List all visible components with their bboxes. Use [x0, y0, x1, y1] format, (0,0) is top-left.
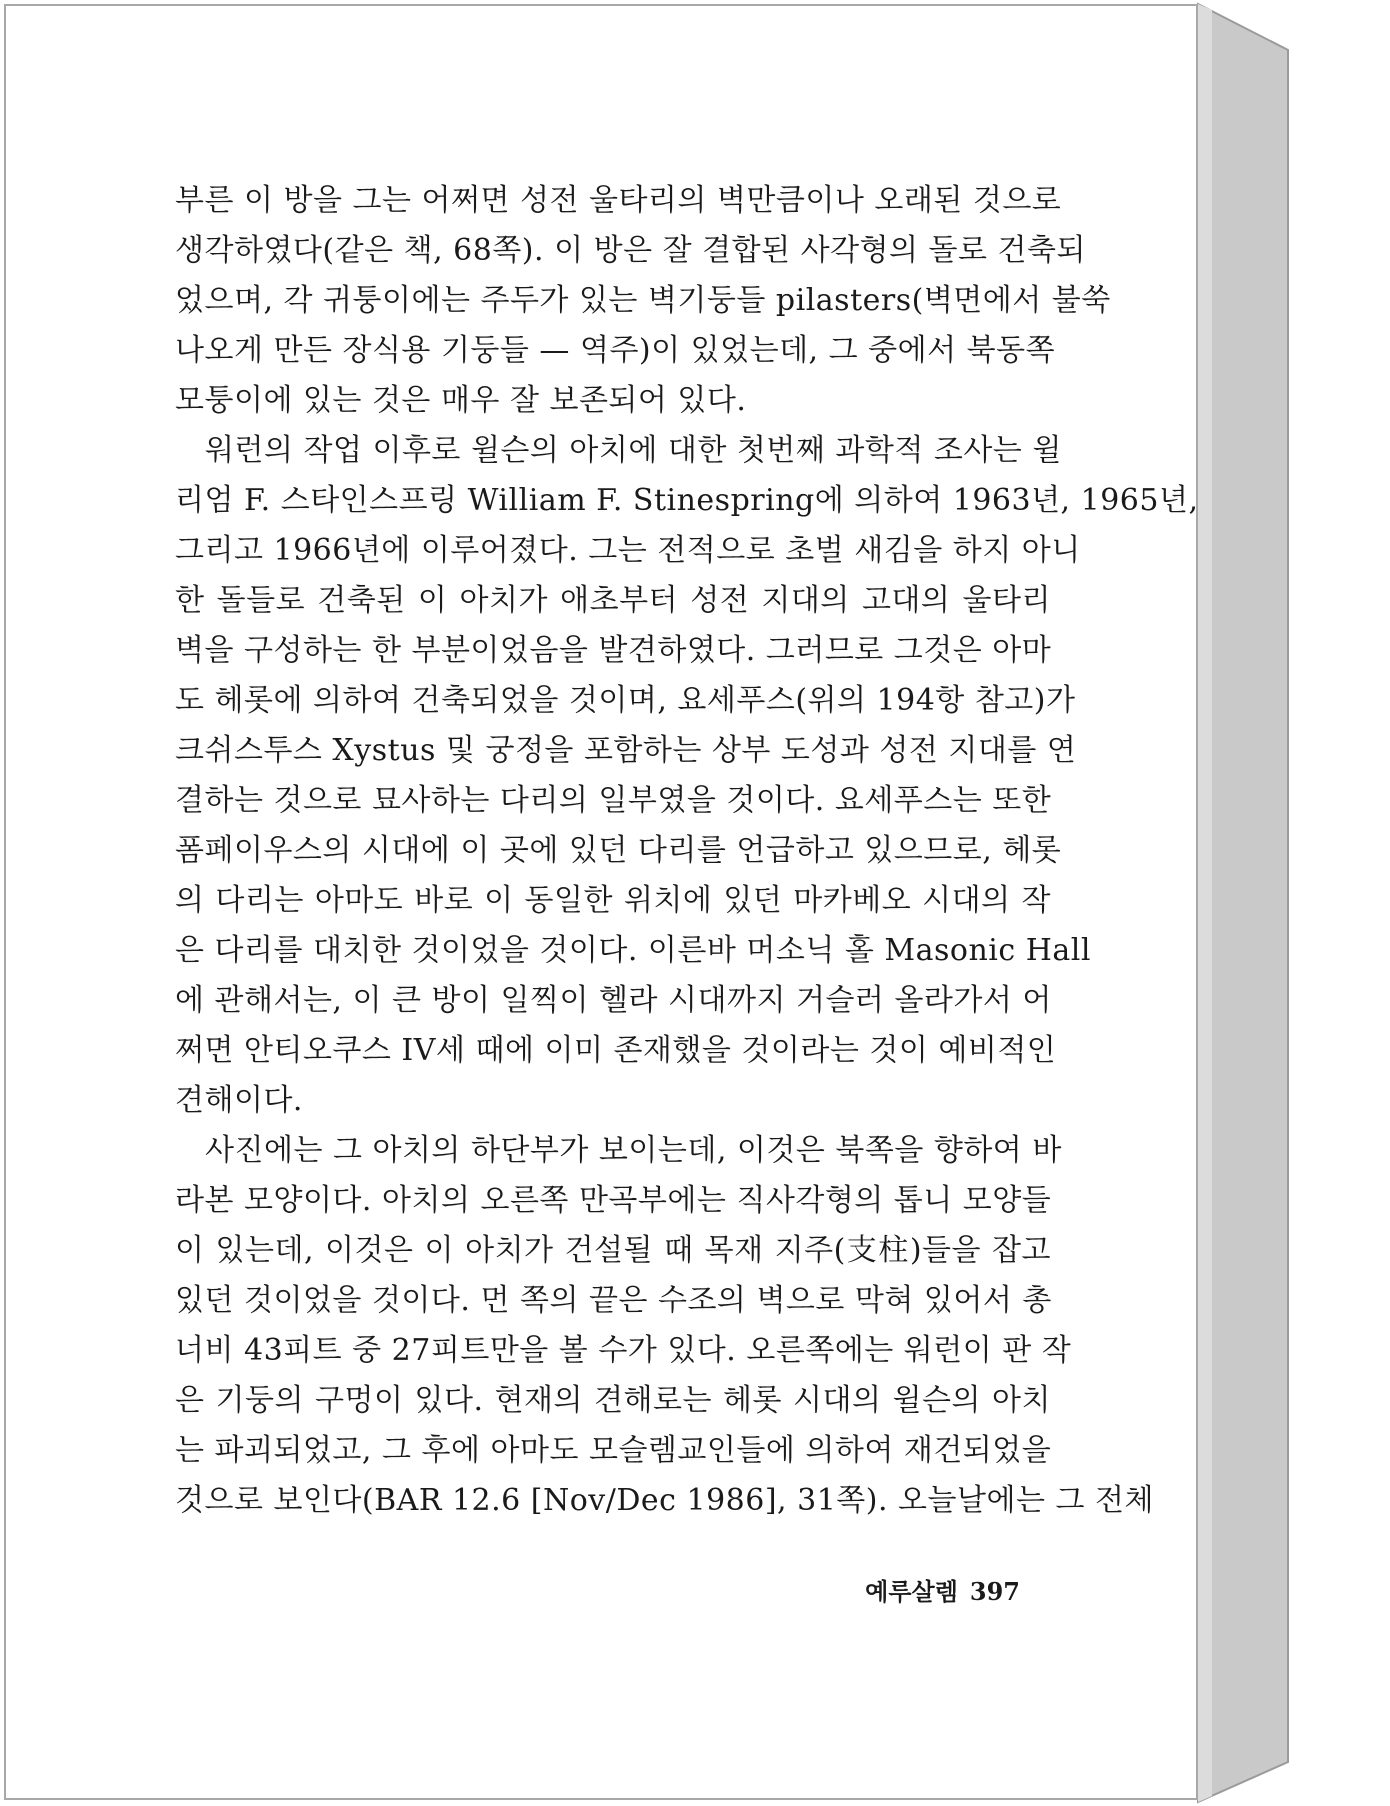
body-text — [175, 176, 1199, 1526]
text-line: 었으며, 각 귀퉁이에는 주두가 있는 벽기둥들 pilasters(벽면에서 불쑥 — [175, 283, 1111, 318]
text-line: 너비 43피트 중 27피트만을 볼 수가 있다. 오른쪽에는 워런이 판 작 — [175, 1333, 1072, 1368]
text-line: 폼페이우스의 시대에 이 곳에 있던 다리를 언급하고 있으므로, 헤롯 — [175, 833, 1062, 868]
text-line: 의 다리는 아마도 바로 이 동일한 위치에 있던 마카베오 시대의 작 — [175, 883, 1051, 918]
text-line: 도 헤롯에 의하여 건축되었을 것이며, 요세푸스(위의 194항 참고)가 — [175, 683, 1076, 718]
book-side-shadow — [1198, 4, 1212, 1802]
text-line: 그리고 1966년에 이루어졌다. 그는 전적으로 초벌 새김을 하지 아니 — [175, 533, 1081, 568]
text-line: 쩌면 안티오쿠스 IV세 때에 이미 존재했을 것이라는 것이 예비적인 — [175, 1033, 1057, 1068]
text-line: 은 기둥의 구멍이 있다. 현재의 견해로는 헤롯 시대의 윌슨의 아치 — [175, 1383, 1051, 1418]
text-line: 나오게 만든 장식용 기둥들 — 역주)이 있었는데, 그 중에서 북동쪽 — [175, 333, 1056, 368]
text-line: 크쉬스투스 Xystus 및 궁정을 포함하는 상부 도성과 성전 지대를 연 — [175, 733, 1077, 768]
text-line: 라본 모양이다. 아치의 오른쪽 만곡부에는 직사각형의 톱니 모양들 — [175, 1183, 1052, 1218]
text-line: 벽을 구성하는 한 부분이었음을 발견하였다. 그러므로 그것은 아마 — [175, 633, 1052, 668]
text-line: 것으로 보인다(BAR 12.6 [Nov/Dec 1986], 31쪽). 오늘날에는 그 전체 — [175, 1483, 1154, 1518]
text-line: 는 파괴되었고, 그 후에 아마도 모슬렘교인들에 의하여 재건되었을 — [175, 1433, 1052, 1468]
text-line: 있던 것이었을 것이다. 먼 쪽의 끝은 수조의 벽으로 막혀 있어서 총 — [175, 1283, 1052, 1318]
page-footer — [865, 1572, 1020, 1607]
text-line: 은 다리를 대치한 것이었을 것이다. 이른바 머소닉 홀 Masonic Hall — [175, 933, 1091, 968]
text-line: 워런의 작업 이후로 윌슨의 아치에 대한 첫번째 과학적 조사는 윌 — [205, 433, 1062, 468]
running-title: 예루살렘 — [865, 1578, 958, 1606]
page-number: 397 — [969, 1577, 1020, 1606]
text-line: 부른 이 방을 그는 어쩌면 성전 울타리의 벽만큼이나 오래된 것으로 — [175, 183, 1062, 218]
book-side-face — [1198, 4, 1288, 1802]
text-line: 생각하였다(같은 책, 68쪽). 이 방은 잘 결합된 사각형의 돌로 건축되 — [175, 233, 1086, 268]
text-line: 결하는 것으로 묘사하는 다리의 일부였을 것이다. 요세푸스는 또한 — [175, 783, 1052, 818]
text-line: 모퉁이에 있는 것은 매우 잘 보존되어 있다. — [175, 383, 747, 418]
text-line: 사진에는 그 아치의 하단부가 보이는데, 이것은 북쪽을 향하여 바 — [205, 1133, 1062, 1168]
text-line: 견해이다. — [175, 1083, 303, 1118]
text-line: 한 돌들로 건축된 이 아치가 애초부터 성전 지대의 고대의 울타리 — [175, 583, 1051, 618]
text-line: 리엄 F. 스타인스프링 William F. Stinespring에 의하여 1963년, 1965년, — [175, 483, 1199, 518]
text-line: 에 관해서는, 이 큰 방이 일찍이 헬라 시대까지 거슬러 올라가서 어 — [175, 983, 1052, 1018]
text-line: 이 있는데, 이것은 이 아치가 건설될 때 목재 지주(支柱)들을 잡고 — [175, 1233, 1051, 1268]
